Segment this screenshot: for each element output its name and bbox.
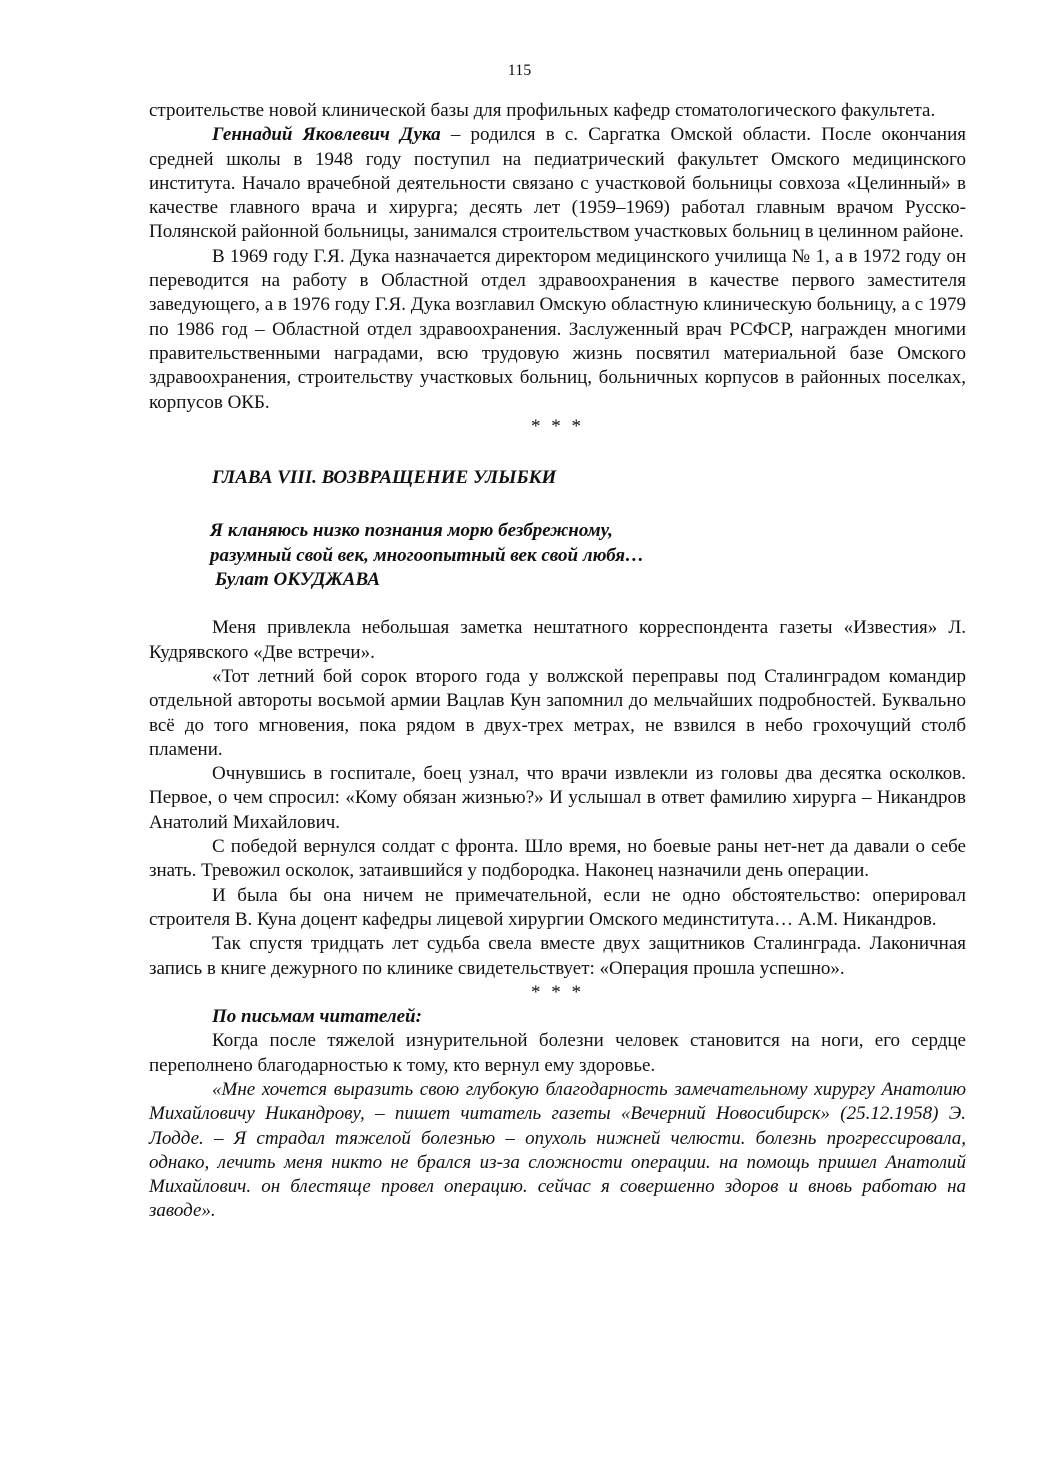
- page-number: 115: [507, 62, 532, 79]
- epigraph: [210, 519, 966, 592]
- section-separator: * * *: [531, 415, 584, 437]
- epigraph-author: Булат ОКУДЖАВА: [215, 569, 381, 591]
- story-paragraph: «Тот летний бой сорок второго года у волжской переправы под Сталинградом командир отдельной автороты восьмой армии Вацлав Кун запомнил до мельчайших подробностей. Буквально всё до того мгновения, пока рядом в двух-трех метрах, не взвился в небо грохочущий столб пламени.: [149, 665, 966, 760]
- epigraph-line: Я кланяюсь низко познания морю безбрежному,: [210, 520, 613, 542]
- duka-name: Геннадий Яковлевич Дука: [212, 124, 441, 146]
- intro-continuation-paragraph: строительстве новой клинической базы для профильных кафедр стоматологического факультета.: [149, 100, 936, 121]
- story-paragraph: И была бы она ничем не примечательной, если не одно обстоятельство: оперировал строителя В. Куна доцент кафедры лицевой хирургии Омского мединститута… А.М. Никандров.: [149, 884, 966, 930]
- page-content: [149, 99, 966, 1224]
- duka-bio-text: – родился в с. Саргатка Омской области. После окончания средней школы в 1948 году поступил на педиатрический факультет Омского медицинского института. Начало врачебной деятельности связано с участковой больницы совхоза «Целинный» в качестве главного врача и хирурга; десять лет (1959–1969) работал главным врачом Русско-Полянской районной больницы, занимался строительством участковых больниц в целинном районе.: [149, 124, 967, 243]
- story-paragraph: Меня привлекла небольшая заметка нештатного корреспондента газеты «Известия» Л. Кудрявского «Две встречи».: [149, 617, 966, 663]
- letter-quote: «Мне хочется выразить свою глубокую благодарность замечательному хирургу Анатолию Михайловичу Никандрову, – пишет читатель газеты «Вечерний Новосибирск» (25.12.1958) Э. Лодде. – Я страдал тяжелой болезнью – опухоль нижней челюсти. болезнь прогрессировала, однако, лечить меня никто не брался из-за сложности операции. на помощь пришел Анатолий Михайлович. он блестяще провел операцию. сейчас я совершенно здоров и вновь работаю на заводе».: [149, 1078, 966, 1222]
- letters-heading: По письмам читателей:: [212, 1006, 422, 1028]
- epigraph-line: разумный свой век, многоопытный век свой любя…: [210, 544, 644, 566]
- duka-career-paragraph: В 1969 году Г.Я. Дука назначается директором медицинского училища № 1, а в 1972 году он переводится на работу в Областной отдел здравоохранения в качестве первого заместителя заведующего, а в 1976 году Г.Я. Дука возглавил Омскую областную клиническую больницу, а с 1979 по 1986 год – Областной отдел здравоохранения. Заслуженный врач РСФСР, награжден многими правительственными наградами, всю трудовую жизнь посвятил материальной базе Омского здравоохранения, строительству участковых больниц, больничных корпусов в районных поселках, корпусов ОКБ.: [149, 245, 966, 413]
- story-paragraph: Так спустя тридцать лет судьба свела вместе двух защитников Сталинграда. Лаконичная запись в книге дежурного по клинике свидетельствует: «Операция прошла успешно».: [149, 933, 966, 979]
- story-paragraph: С победой вернулся солдат с фронта. Шло время, но боевые раны нет-нет да давали о себе знать. Тревожил осколок, затаившийся у подбородка. Наконец назначили день операции.: [149, 836, 966, 882]
- section-separator: * * *: [531, 981, 584, 1003]
- duka-bio-paragraph: [149, 123, 966, 244]
- chapter-title: ГЛАВА VIII. ВОЗВРАЩЕНИЕ УЛЫБКИ: [212, 467, 557, 489]
- letters-paragraph: Когда после тяжелой изнурительной болезни человек становится на ноги, его сердце переполнено благодарностью к тому, кто вернул ему здоровье.: [149, 1030, 966, 1076]
- story-paragraph: Очнувшись в госпитале, боец узнал, что врачи извлекли из головы два десятка осколков. Первое, о чем спросил: «Кому обязан жизнью?» И услышал в ответ фамилию хирурга – Никандров Анатолий Михайлович.: [149, 763, 966, 833]
